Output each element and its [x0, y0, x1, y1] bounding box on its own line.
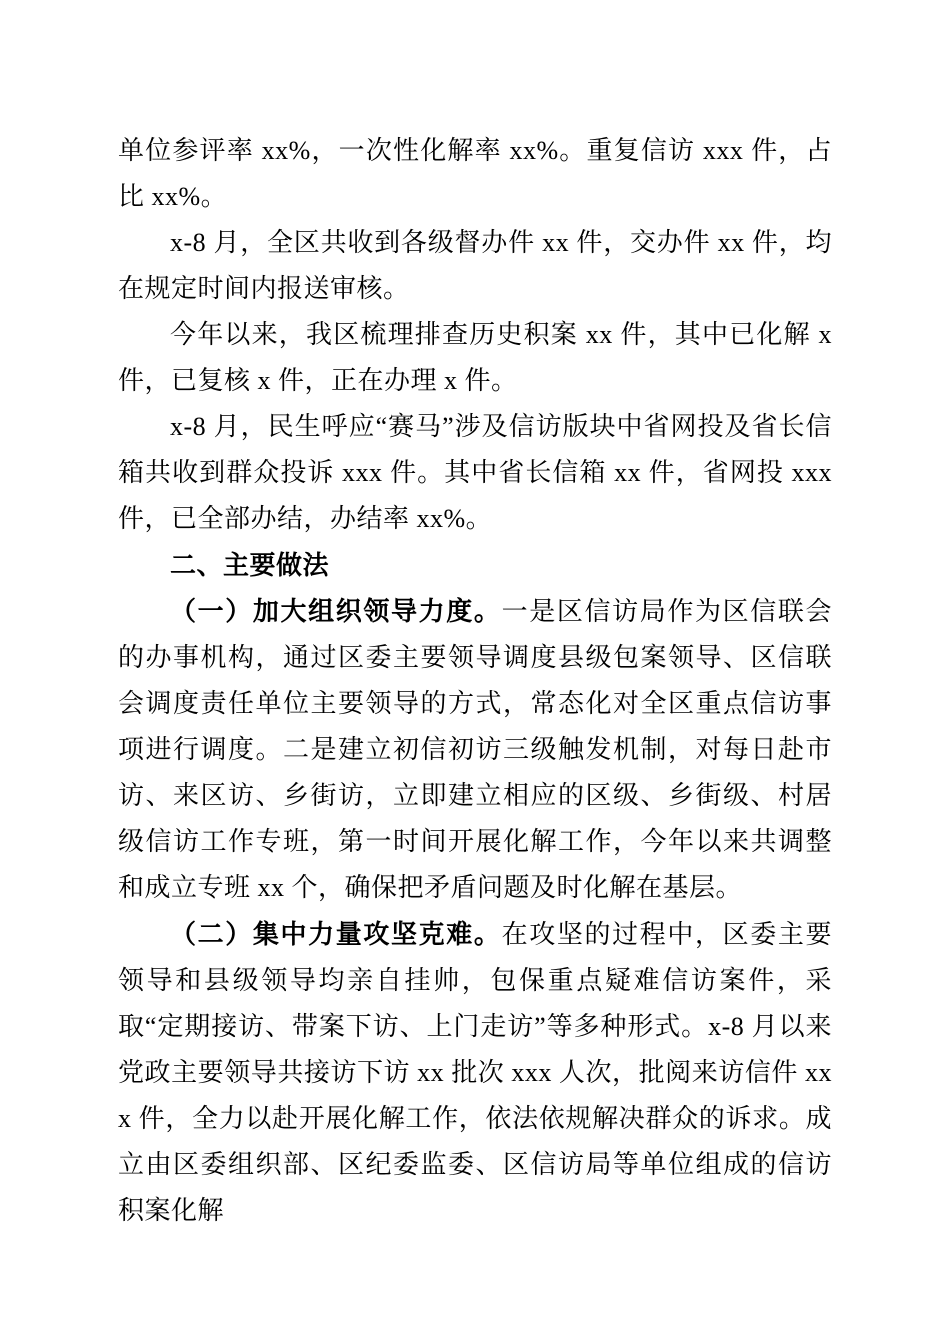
paragraph [118, 911, 832, 1234]
paragraph-continuation: 单位参评率 xx%，一次性化解率 xx%。重复信访 xxx 件，占比 xx%。 [118, 136, 832, 211]
section-heading: 二、主要做法 [170, 550, 330, 580]
paragraph-text: 一是区信访局作为区信联会的办事机构，通过区委主要领导调度县级包案领导、区信联会调度责任单位主要领导的方式，常态化对全区重点信访事项进行调度。二是建立初信初访三级触发机制，对每日赴市访、来区访、乡街访，立即建立相应的区级、乡街级、村居级信访工作专班，第一时间开展化解工作，今年以来共调整和成立专班 xx 个，确保把矛盾问题及时化解在基层。 [118, 597, 832, 902]
paragraph: 今年以来，我区梳理排查历史积案 xx 件，其中已化解 x 件，已复核 x 件，正在办理 x 件。 [118, 320, 832, 395]
paragraph: x-8 月，全区共收到各级督办件 xx 件，交办件 xx 件，均在规定时间内报送审核。 [118, 228, 832, 303]
paragraph-lead: （一）加大组织领导力度。 [170, 596, 502, 626]
paragraph: x-8 月，民生呼应“赛马”涉及信访版块中省网投及省长信箱共收到群众投诉 xxx 件。其中省长信箱 xx 件，省网投 xxx 件，已全部办结，办结率 xx%。 [118, 412, 832, 533]
paragraph-text: 在攻坚的过程中，区委主要领导和县级领导均亲自挂帅，包保重点疑难信访案件，采取“定期接访、带案下访、上门走访”等多种形式。x-8 月以来党政主要领导共接访下访 xx 批次 xxx 人次，批阅来访信件 xxx 件，全力以赴开展化解工作，依法依规解决群众的诉求。成立由区委组织部、区纪委监委、区信访局等单位组成的信访积案化解 [118, 920, 832, 1225]
paragraph [118, 588, 832, 911]
paragraph-lead: （二）集中力量攻坚克难。 [170, 919, 502, 949]
